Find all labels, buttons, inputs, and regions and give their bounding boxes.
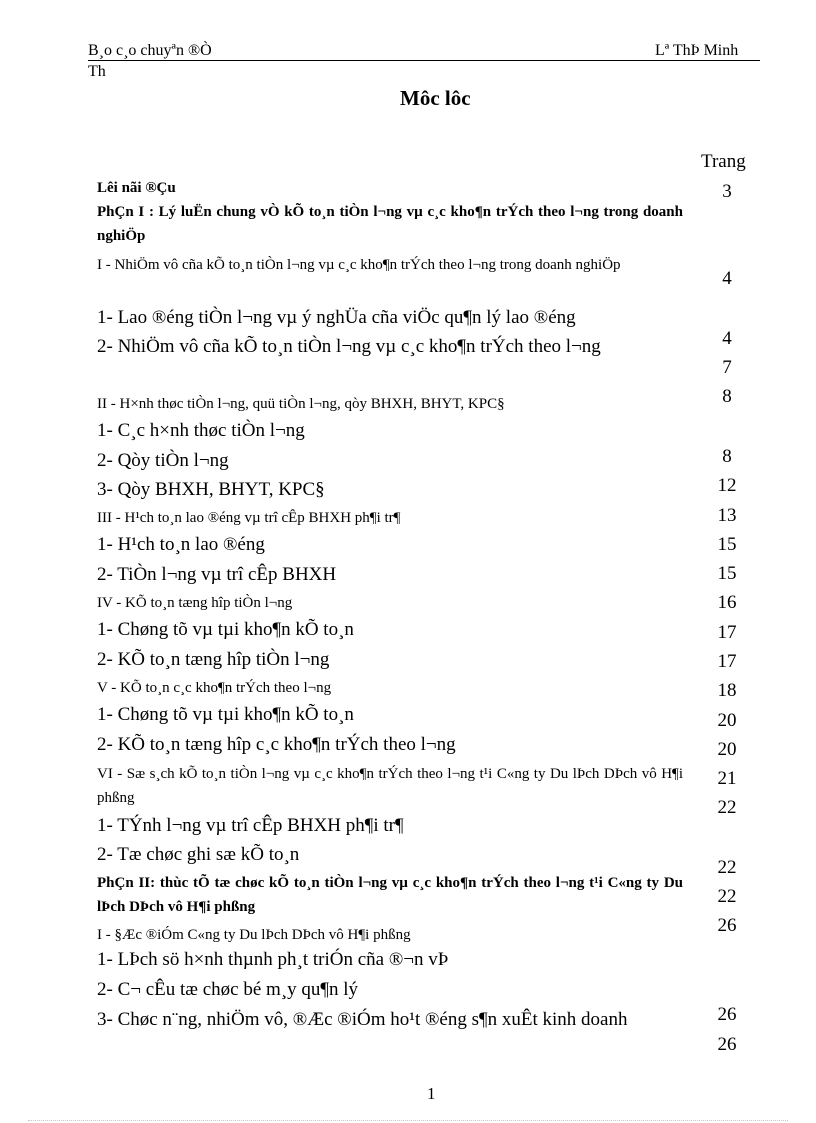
toc-entry[interactable]: 1- Chøng tõ vµ tµi kho¶n kÕ to¸n [97, 619, 354, 640]
toc-page-number: 7 [722, 357, 732, 378]
toc-page-number: 22 [717, 857, 737, 878]
header-author: Lª ThÞ Minh [655, 42, 739, 59]
toc-entry[interactable]: VI - Sæ s¸ch kÕ to¸n tiÒn l¬ng vµ c¸c kho¶n trÝch theo l¬ng t¹i C«ng ty Du lÞch DÞch vô H¶i phßng [97, 766, 683, 806]
toc-page-number: 4 [722, 268, 732, 289]
footer-page-number: 1 [427, 1084, 436, 1103]
page-column-label: Trang [701, 151, 746, 172]
toc-entry[interactable]: 2- TiÒn l¬ng vµ trî cÊp BHXH [97, 564, 337, 585]
toc-page-number: 18 [717, 680, 737, 701]
toc-entry[interactable]: 2- KÕ to¸n tæng hîp c¸c kho¶n trÝch theo l¬ng [97, 734, 456, 755]
header-doc-title: B¸o c¸o chuyªn ®Ò [88, 42, 212, 59]
toc-page-number: 8 [722, 446, 732, 467]
toc-entry[interactable]: Lêi nãi ®Çu [97, 180, 176, 196]
toc-entry[interactable]: 1- C¸c h×nh thøc tiÒn l¬ng [97, 420, 305, 441]
toc-page-number: 12 [717, 475, 737, 496]
toc-entry[interactable]: 1- LÞch sö h×nh thµnh ph¸t triÓn cña ®¬n vÞ [97, 949, 449, 970]
toc-page-number: 4 [722, 328, 732, 349]
toc-entry[interactable]: 2- NhiÖm vô cña kÕ to¸n tiÒn l¬ng vµ c¸c kho¶n trÝch theo l¬ng [97, 336, 601, 357]
toc-page-number: 17 [717, 651, 737, 672]
toc-entry[interactable]: 1- Chøng tõ vµ tµi kho¶n kÕ to¸n [97, 704, 354, 725]
toc-page-number: 20 [717, 739, 737, 760]
toc-entry[interactable]: 1- H¹ch to¸n lao ®éng [97, 534, 265, 555]
toc-entry[interactable]: 2- KÕ to¸n tæng hîp tiÒn l¬ng [97, 649, 330, 670]
toc-entry[interactable]: 2- C¬ cÊu tæ chøc bé m¸y qu¶n lý [97, 979, 358, 1000]
toc-entry[interactable]: I - §Æc ®iÓm C«ng ty Du lÞch DÞch vô H¶i phßng [97, 927, 411, 943]
toc-page-number: 20 [717, 710, 737, 731]
toc-entry[interactable]: I - NhiÖm vô cña kÕ to¸n tiÒn l¬ng vµ c¸c kho¶n trÝch theo l¬ng trong doanh nghiÖp [97, 257, 621, 273]
toc-page-number: 15 [717, 563, 737, 584]
toc-entry[interactable]: 1- TÝnh l¬ng vµ trî cÊp BHXH ph¶i tr¶ [97, 815, 404, 836]
toc-page-number: 21 [717, 768, 737, 789]
toc-entry[interactable]: PhÇn II: thùc tÕ tæ chøc kÕ to¸n tiÒn l¬ng vµ c¸c kho¶n trÝch theo l¬ng t¹i C«ng ty Du lÞch DÞch vô H¶i phßng [97, 875, 683, 915]
toc-page-number: 22 [717, 886, 737, 907]
toc-page-number: 26 [717, 915, 737, 936]
toc-page-number: 17 [717, 622, 737, 643]
toc-entry[interactable]: 3- Qòy BHXH, BHYT, KPC§ [97, 479, 325, 500]
page-bottom-divider [28, 1120, 788, 1121]
header-doc-title-cont: Th [88, 63, 106, 80]
toc-entry[interactable]: II - H×nh thøc tiÒn l¬ng, quü tiÒn l¬ng, qòy BHXH, BHYT, KPC§ [97, 396, 505, 412]
toc-page-number: 16 [717, 592, 737, 613]
toc-entry[interactable]: V - KÕ to¸n c¸c kho¶n trÝch theo l¬ng [97, 680, 332, 696]
toc-page-number: 26 [717, 1034, 737, 1055]
toc-entry[interactable]: 3- Chøc n¨ng, nhiÖm vô, ®Æc ®iÓm ho¹t ®éng s¶n xuÊt kinh doanh [97, 1009, 628, 1030]
toc-page-number: 8 [722, 386, 732, 407]
toc-page-number: 22 [717, 797, 737, 818]
toc-entry[interactable]: 1- Lao ®éng tiÒn l¬ng vµ ý nghÜa cña viÖc qu¶n lý lao ®éng [97, 307, 576, 328]
toc-page-number: 26 [717, 1004, 737, 1025]
toc-page-number: 3 [722, 181, 732, 202]
toc-entry[interactable]: 2- Tæ chøc ghi sæ kÕ to¸n [97, 844, 300, 865]
header-rule [88, 60, 760, 61]
toc-entry[interactable]: III - H¹ch to¸n lao ®éng vµ trî cÊp BHXH ph¶i tr¶ [97, 510, 401, 526]
toc-page-number: 13 [717, 505, 737, 526]
page-title: Môc lôc [400, 86, 471, 110]
toc-page-number: 15 [717, 534, 737, 555]
toc-entry[interactable]: 2- Qòy tiÒn l¬ng [97, 450, 229, 471]
toc-entry[interactable]: PhÇn I : Lý luËn chung vÒ kÕ to¸n tiÒn l¬ng vµ c¸c kho¶n trÝch theo l¬ng trong doanh nghiÖp [97, 204, 683, 244]
toc-entry[interactable]: IV - KÕ to¸n tæng hîp tiÒn l¬ng [97, 595, 293, 611]
